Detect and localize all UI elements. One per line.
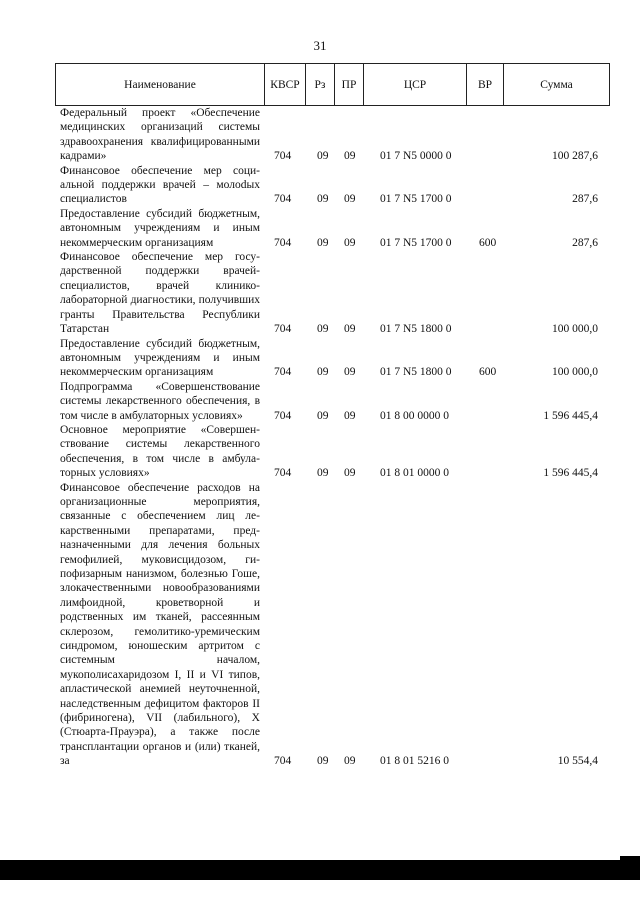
table-row <box>0 380 640 423</box>
row-pr: 09 <box>344 323 356 336</box>
row-kvsr: 704 <box>274 193 292 206</box>
row-csr: 01 7 N5 0000 0 <box>380 150 452 163</box>
row-pr: 09 <box>344 409 356 422</box>
row-pr: 09 <box>344 236 356 249</box>
row-csr: 01 7 N5 1800 0 <box>380 366 452 379</box>
row-name: Финансовое обеспечение расходов на организационные мероприятия, связанные с обеспечением лиц лекарственными препаратами, предназначенными для лечения больных гемофилией, муковисцидозом, гипофизарным нанизмом, болезнью Гоше, злокачественными новообразованиями лимфоидной, кроветворной и родственных им тканей, рассеянным склерозом, гемолитико-уремическим синдромом, юношеским артритом с системным началом, мукополисахаридозом I, II и VI типов, апластической анемией неуточненной, наследственным дефицитом факторов II (фибриногена), VII (лабильного), X (Стюарта-Прауэра), а также после трансплантации органов и (или) тканей, за <box>60 481 260 768</box>
row-rz: 09 <box>317 236 329 249</box>
table-header <box>55 63 610 106</box>
scan-edge-bar <box>0 860 640 880</box>
header-kvsr: КВСР <box>265 64 306 106</box>
table-row <box>0 106 640 164</box>
row-sum: 287,6 <box>572 236 598 249</box>
row-kvsr: 704 <box>274 409 292 422</box>
row-kvsr: 704 <box>274 467 292 480</box>
row-csr: 01 8 01 0000 0 <box>380 467 449 480</box>
row-sum: 1 596 445,4 <box>543 409 598 422</box>
page-number: 31 <box>313 38 327 53</box>
table-row <box>0 250 640 336</box>
table-row <box>0 337 640 380</box>
row-rz: 09 <box>317 323 329 336</box>
row-sum: 100 287,6 <box>552 150 598 163</box>
row-rz: 09 <box>317 150 329 163</box>
row-name: Федеральный проект «Обеспечение медицинских организаций системы здравоохранения квалифицированными кадрами» <box>60 107 260 163</box>
row-rz: 09 <box>317 409 329 422</box>
row-sum: 10 554,4 <box>557 755 598 768</box>
row-vr: 600 <box>479 236 497 249</box>
scan-edge-corner <box>620 856 640 880</box>
row-sum: 100 000,0 <box>552 366 598 379</box>
table-row <box>0 164 640 207</box>
row-name: Предоставление субсидий бюджетным, автономным учреждениям и иным некоммерческим организациям <box>60 337 260 379</box>
row-rz: 09 <box>317 755 329 768</box>
table-row <box>0 207 640 250</box>
row-name: Финансовое обеспечение мер социальной поддержки врачей – молоdых специалистов <box>60 164 260 206</box>
row-kvsr: 704 <box>274 366 292 379</box>
row-csr: 01 7 N5 1800 0 <box>380 323 452 336</box>
table-row <box>0 481 640 769</box>
table-body <box>0 106 640 769</box>
header-pr: ПР <box>335 64 364 106</box>
row-kvsr: 704 <box>274 236 292 249</box>
row-kvsr: 704 <box>274 323 292 336</box>
row-pr: 09 <box>344 366 356 379</box>
header-csr: ЦСР <box>364 64 467 106</box>
row-name: Финансовое обеспечение мер государственной поддержки врачей-специалистов, врачей клинико-лабораторной диагностики, получивших гранты Правительства Республики Татарстан <box>60 251 260 336</box>
row-pr: 09 <box>344 755 356 768</box>
row-pr: 09 <box>344 467 356 480</box>
row-vr: 600 <box>479 366 497 379</box>
row-name: Подпрограмма «Совершенствование системы лекарственного обеспечения, в том числе в амбулаторных условиях» <box>60 380 260 422</box>
row-pr: 09 <box>344 193 356 206</box>
row-csr: 01 8 00 0000 0 <box>380 409 449 422</box>
row-name: Основное мероприятие «Совершенствование системы лекарственного обеспечения, в том числе в амбулаторных условиях» <box>60 423 260 480</box>
row-sum: 100 000,0 <box>552 323 598 336</box>
header-sum: Сумма <box>504 64 610 106</box>
row-rz: 09 <box>317 467 329 480</box>
row-rz: 09 <box>317 193 329 206</box>
header-name: Наименование <box>56 64 265 106</box>
header-rz: Рз <box>306 64 335 106</box>
row-csr: 01 7 N5 1700 0 <box>380 236 452 249</box>
row-kvsr: 704 <box>274 755 292 768</box>
row-name: Предоставление субсидий бюджетным, автономным учреждениям и иным некоммерческим организациям <box>60 207 260 249</box>
row-csr: 01 7 N5 1700 0 <box>380 193 452 206</box>
row-rz: 09 <box>317 366 329 379</box>
row-pr: 09 <box>344 150 356 163</box>
row-csr: 01 8 01 5216 0 <box>380 755 449 768</box>
row-sum: 1 596 445,4 <box>543 467 598 480</box>
row-sum: 287,6 <box>572 193 598 206</box>
header-vr: ВР <box>467 64 504 106</box>
row-kvsr: 704 <box>274 150 292 163</box>
table-row <box>0 423 640 481</box>
